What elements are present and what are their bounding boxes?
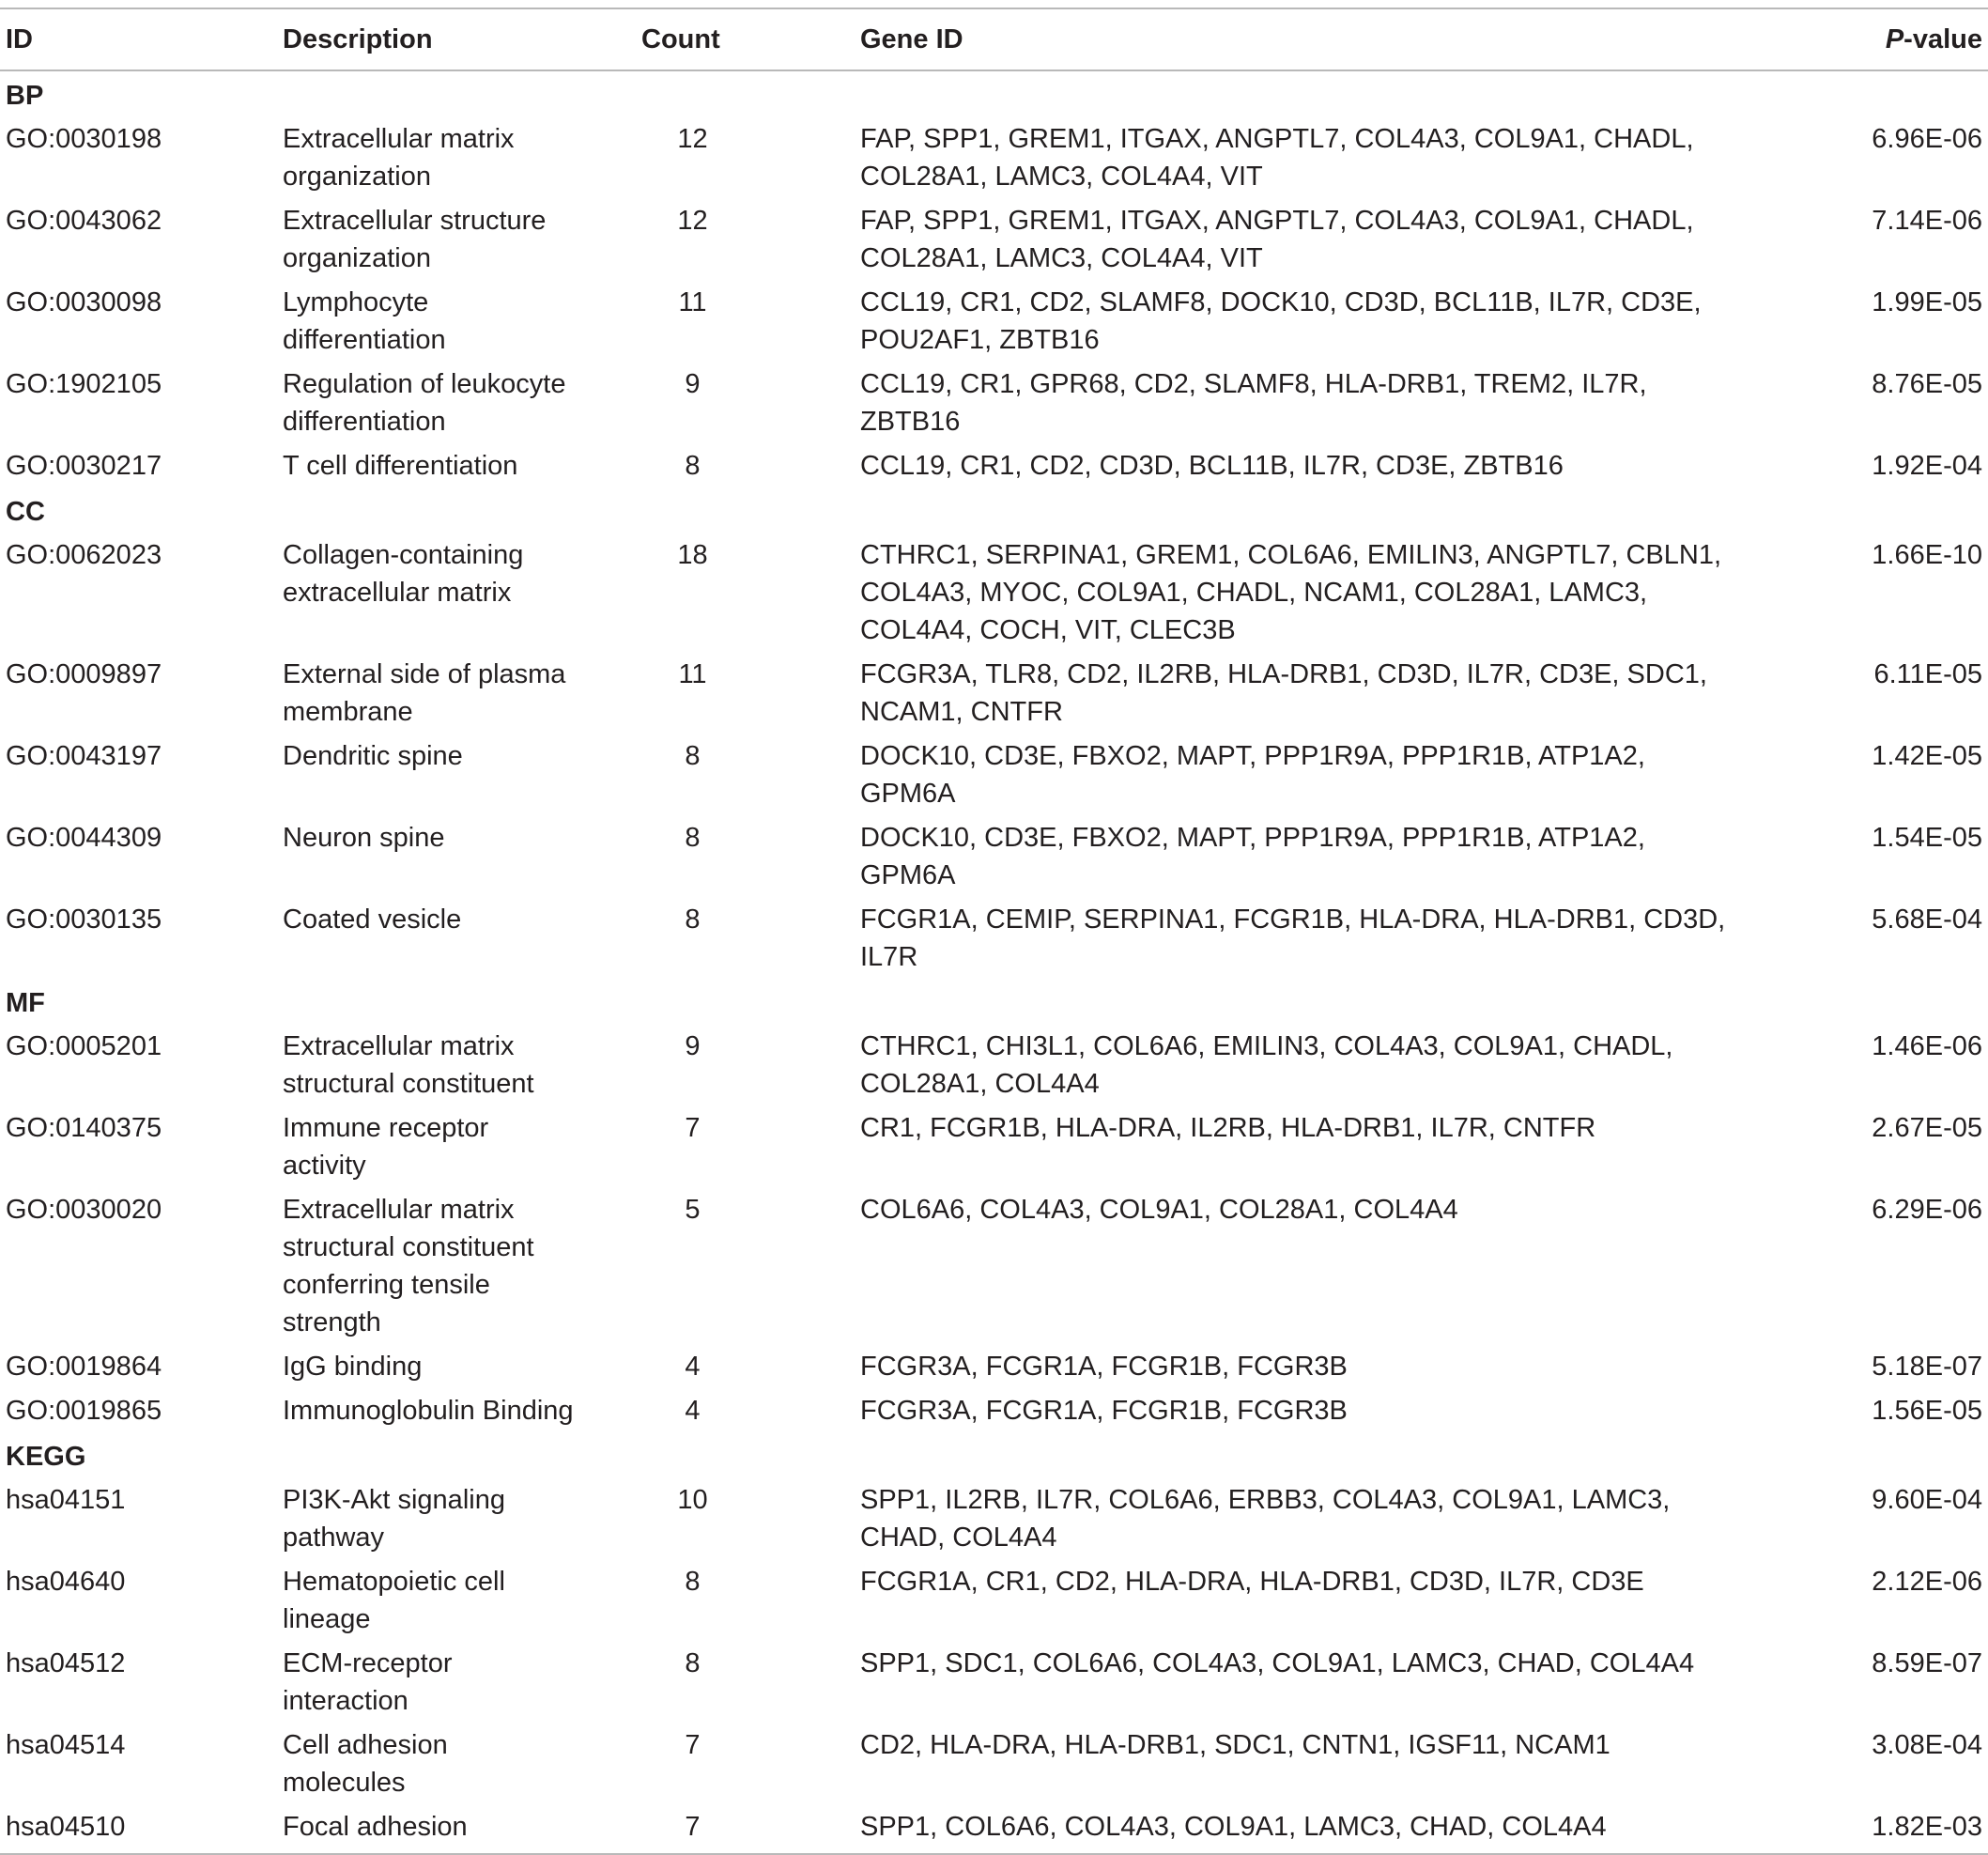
count-value: 9	[685, 1031, 701, 1061]
cell-p-value: 1.46E-06	[1872, 1031, 1982, 1061]
cell-p-value: 1.54E-05	[1872, 823, 1982, 853]
header-description: Description	[277, 8, 615, 70]
header-id: ID	[0, 8, 277, 70]
cell-description: Regulation of leukocyte differentiation	[283, 369, 566, 437]
cell-p-value: 1.56E-05	[1872, 1396, 1982, 1426]
table-row	[0, 1559, 1988, 1641]
cell-description: Extracellular structure organization	[283, 206, 547, 273]
cell-id: GO:0030135	[6, 904, 162, 935]
cell-description: Immunoglobulin Binding	[283, 1396, 574, 1426]
cell-count	[615, 734, 855, 815]
cell-id: GO:1902105	[6, 369, 162, 399]
cell-p-value: 6.11E-05	[1873, 659, 1982, 689]
section-row	[0, 1432, 1988, 1477]
table-row	[0, 1477, 1988, 1559]
header-p-letter: P	[1885, 24, 1904, 54]
count-value: 8	[685, 451, 701, 481]
enrichment-table-container	[0, 8, 1988, 1855]
count-value: 12	[677, 206, 708, 236]
cell-p-value: 1.82E-03	[1794, 1804, 1988, 1854]
count-value: 11	[678, 287, 707, 317]
cell-id: hsa04151	[6, 1485, 126, 1515]
cell-count	[615, 533, 855, 652]
cell-p-value: 9.60E-04	[1872, 1485, 1982, 1515]
enrichment-table	[0, 8, 1988, 1855]
cell-id: hsa04514	[6, 1730, 126, 1760]
cell-p-value: 2.67E-05	[1872, 1113, 1982, 1143]
table-row	[0, 897, 1988, 979]
table-row	[0, 815, 1988, 897]
cell-id: hsa04640	[6, 1567, 126, 1597]
header-p-suffix: -value	[1903, 24, 1982, 54]
count-value: 7	[685, 1730, 701, 1760]
cell-description: Immune receptor activity	[283, 1113, 489, 1181]
cell-id: GO:0140375	[6, 1113, 162, 1143]
cell-gene-ids: SPP1, COL6A6, COL4A3, COL9A1, LAMC3, CHAD, COL4A4	[855, 1804, 1794, 1854]
cell-p-value: 1.99E-05	[1872, 287, 1982, 317]
cell-id: GO:0019865	[6, 1396, 162, 1426]
cell-gene-ids: FCGR3A, TLR8, CD2, IL2RB, HLA-DRB1, CD3D, IL7R, CD3E, SDC1, NCAM1, CNTFR	[860, 659, 1707, 727]
cell-description: Coated vesicle	[283, 904, 462, 935]
cell-gene-ids: SPP1, IL2RB, IL7R, COL6A6, ERBB3, COL4A3, COL9A1, LAMC3, CHAD, COL4A4	[860, 1485, 1671, 1553]
cell-p-value: 1.92E-04	[1872, 451, 1982, 481]
cell-count	[615, 116, 855, 198]
cell-count	[615, 280, 855, 362]
count-value: 10	[677, 1485, 708, 1515]
section-label: BP	[6, 81, 44, 111]
table-row	[0, 116, 1988, 198]
cell-gene-ids: FCGR3A, FCGR1A, FCGR1B, FCGR3B	[860, 1352, 1348, 1382]
cell-description: T cell differentiation	[283, 451, 518, 481]
cell-count	[615, 1024, 855, 1105]
table-row	[0, 280, 1988, 362]
table-header	[0, 8, 1988, 70]
count-value: 7	[685, 1812, 701, 1842]
cell-p-value: 6.29E-06	[1872, 1195, 1982, 1225]
count-value: 8	[685, 904, 701, 935]
cell-p-value: 3.08E-04	[1872, 1730, 1982, 1760]
section-row	[0, 979, 1988, 1024]
table-body	[0, 70, 1988, 1854]
cell-count	[615, 1105, 855, 1187]
count-value: 8	[685, 1567, 701, 1597]
table-row	[0, 1641, 1988, 1723]
cell-description: Extracellular matrix structural constituent	[283, 1031, 534, 1099]
cell-gene-ids: COL6A6, COL4A3, COL9A1, COL28A1, COL4A4	[860, 1195, 1458, 1225]
cell-id: GO:0043062	[6, 206, 162, 236]
cell-count	[615, 1723, 855, 1804]
table-row	[0, 1344, 1988, 1388]
header-count: Count	[615, 8, 855, 70]
header-row	[0, 8, 1988, 70]
cell-id: GO:0062023	[6, 540, 162, 570]
count-value: 8	[685, 1648, 701, 1678]
table-row	[0, 1804, 1988, 1854]
cell-gene-ids: DOCK10, CD3E, FBXO2, MAPT, PPP1R9A, PPP1R1B, ATP1A2, GPM6A	[860, 823, 1645, 890]
cell-gene-ids: CTHRC1, SERPINA1, GREM1, COL6A6, EMILIN3, ANGPTL7, CBLN1, COL4A3, MYOC, COL9A1, CHADL, NCAM1, COL28A1, LAMC3, COL4A4, COCH, VIT, CLEC3B	[860, 540, 1722, 645]
cell-count	[615, 1641, 855, 1723]
cell-description: Hematopoietic cell lineage	[283, 1567, 505, 1634]
cell-count	[615, 815, 855, 897]
cell-description: ECM-receptor interaction	[283, 1648, 453, 1716]
cell-description: PI3K-Akt signaling pathway	[283, 1485, 505, 1553]
cell-id: GO:0044309	[6, 823, 162, 853]
cell-gene-ids: CR1, FCGR1B, HLA-DRA, IL2RB, HLA-DRB1, IL7R, CNTFR	[860, 1113, 1596, 1143]
cell-gene-ids: CCL19, CR1, CD2, CD3D, BCL11B, IL7R, CD3E, ZBTB16	[860, 451, 1564, 481]
cell-gene-ids: CCL19, CR1, GPR68, CD2, SLAMF8, HLA-DRB1, TREM2, IL7R, ZBTB16	[860, 369, 1647, 437]
cell-id: GO:0009897	[6, 659, 162, 689]
count-value: 9	[685, 369, 701, 399]
count-value: 8	[685, 741, 701, 771]
cell-count	[615, 1388, 855, 1432]
cell-count	[615, 1559, 855, 1641]
count-value: 4	[685, 1396, 701, 1426]
cell-count	[615, 1804, 855, 1854]
table-row	[0, 533, 1988, 652]
table-row	[0, 652, 1988, 734]
section-label: CC	[6, 497, 45, 527]
cell-count	[615, 198, 855, 280]
cell-count	[615, 1477, 855, 1559]
count-value: 7	[685, 1113, 701, 1143]
table-row	[0, 362, 1988, 443]
cell-description: Collagen-containing extracellular matrix	[283, 540, 524, 608]
cell-count	[615, 652, 855, 734]
table-row	[0, 443, 1988, 487]
cell-gene-ids: DOCK10, CD3E, FBXO2, MAPT, PPP1R9A, PPP1R1B, ATP1A2, GPM6A	[860, 741, 1645, 809]
cell-description: External side of plasma membrane	[283, 659, 566, 727]
cell-id: GO:0030020	[6, 1195, 162, 1225]
cell-id: GO:0005201	[6, 1031, 162, 1061]
cell-description: Extracellular matrix structural constituent conferring tensile strength	[283, 1195, 534, 1337]
cell-p-value: 6.96E-06	[1872, 124, 1982, 154]
cell-gene-ids: CD2, HLA-DRA, HLA-DRB1, SDC1, CNTN1, IGSF11, NCAM1	[860, 1730, 1610, 1760]
cell-gene-ids: FCGR1A, CR1, CD2, HLA-DRA, HLA-DRB1, CD3D, IL7R, CD3E	[860, 1567, 1644, 1597]
table-row	[0, 1187, 1988, 1344]
cell-description: IgG binding	[283, 1352, 423, 1382]
cell-description: Lymphocyte differentiation	[283, 287, 446, 355]
cell-p-value: 5.68E-04	[1872, 904, 1982, 935]
cell-id: GO:0030198	[6, 124, 162, 154]
cell-p-value: 2.12E-06	[1872, 1567, 1982, 1597]
cell-gene-ids: FAP, SPP1, GREM1, ITGAX, ANGPTL7, COL4A3, COL9A1, CHADL, COL28A1, LAMC3, COL4A4, VIT	[860, 124, 1694, 192]
cell-id: hsa04510	[0, 1804, 277, 1854]
cell-p-value: 7.14E-06	[1872, 206, 1982, 236]
table-row	[0, 1388, 1988, 1432]
cell-description: Neuron spine	[283, 823, 445, 853]
cell-p-value: 8.76E-05	[1872, 369, 1982, 399]
count-value: 8	[685, 823, 701, 853]
count-value: 4	[685, 1352, 701, 1382]
cell-description: Cell adhesion molecules	[283, 1730, 448, 1798]
cell-id: GO:0043197	[6, 741, 162, 771]
table-row	[0, 1723, 1988, 1804]
count-value: 18	[677, 540, 708, 570]
cell-description: Extracellular matrix organization	[283, 124, 515, 192]
table-row	[0, 734, 1988, 815]
cell-description: Dendritic spine	[283, 741, 463, 771]
section-row	[0, 70, 1988, 116]
cell-count	[615, 897, 855, 979]
cell-id: GO:0019864	[6, 1352, 162, 1382]
cell-gene-ids: FCGR3A, FCGR1A, FCGR1B, FCGR3B	[860, 1396, 1348, 1426]
cell-gene-ids: FCGR1A, CEMIP, SERPINA1, FCGR1B, HLA-DRA, HLA-DRB1, CD3D, IL7R	[860, 904, 1726, 972]
cell-count	[615, 443, 855, 487]
cell-id: GO:0030217	[6, 451, 162, 481]
table-row	[0, 1105, 1988, 1187]
section-label: KEGG	[6, 1442, 86, 1472]
table-row	[0, 1024, 1988, 1105]
cell-p-value: 1.42E-05	[1872, 741, 1982, 771]
header-p-value	[1794, 8, 1988, 70]
cell-count	[615, 362, 855, 443]
header-gene-id: Gene ID	[855, 8, 1794, 70]
cell-id: hsa04512	[6, 1648, 126, 1678]
cell-count	[615, 1187, 855, 1344]
cell-description: Focal adhesion	[277, 1804, 615, 1854]
count-value: 11	[678, 659, 707, 689]
count-value: 12	[677, 124, 708, 154]
section-row	[0, 487, 1988, 533]
cell-p-value: 5.18E-07	[1872, 1352, 1982, 1382]
cell-count	[615, 1344, 855, 1388]
section-label: MF	[6, 988, 45, 1018]
cell-gene-ids: SPP1, SDC1, COL6A6, COL4A3, COL9A1, LAMC3, CHAD, COL4A4	[860, 1648, 1695, 1678]
cell-gene-ids: CTHRC1, CHI3L1, COL6A6, EMILIN3, COL4A3, COL9A1, CHADL, COL28A1, COL4A4	[860, 1031, 1673, 1099]
cell-gene-ids: CCL19, CR1, CD2, SLAMF8, DOCK10, CD3D, BCL11B, IL7R, CD3E, POU2AF1, ZBTB16	[860, 287, 1702, 355]
cell-gene-ids: FAP, SPP1, GREM1, ITGAX, ANGPTL7, COL4A3, COL9A1, CHADL, COL28A1, LAMC3, COL4A4, VIT	[860, 206, 1694, 273]
cell-id: GO:0030098	[6, 287, 162, 317]
cell-p-value: 1.66E-10	[1872, 540, 1982, 570]
cell-p-value: 8.59E-07	[1872, 1648, 1982, 1678]
table-row	[0, 198, 1988, 280]
count-value: 5	[685, 1195, 701, 1225]
